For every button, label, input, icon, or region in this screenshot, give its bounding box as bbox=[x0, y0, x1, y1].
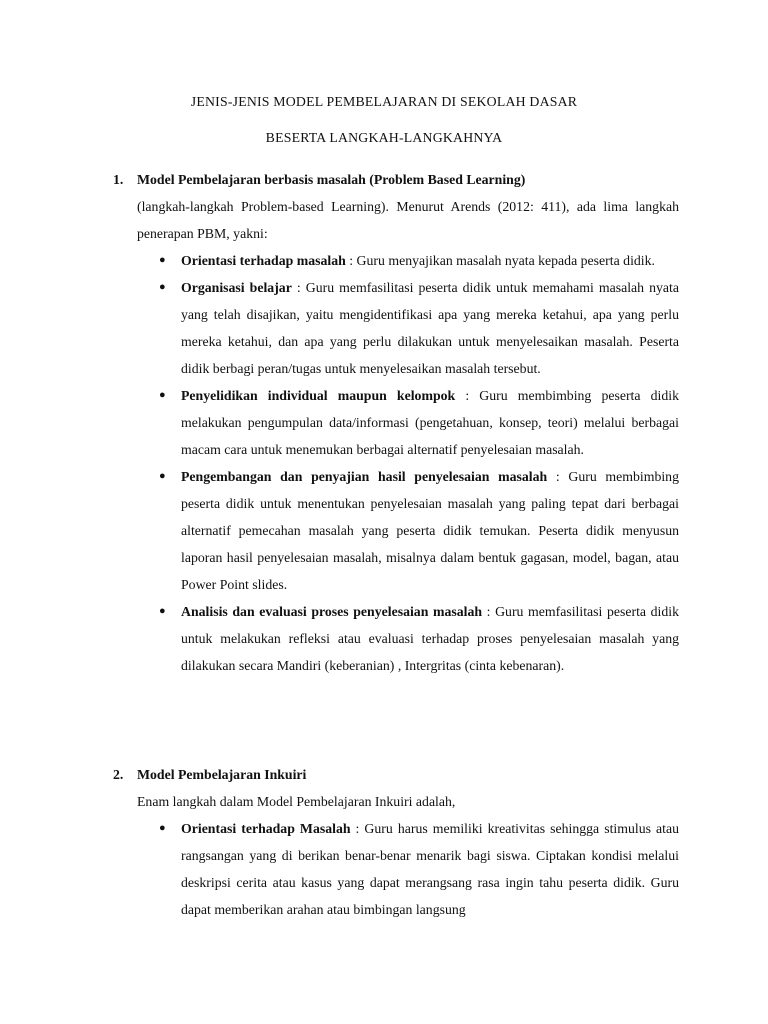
document-title: JENIS-JENIS MODEL PEMBELAJARAN DI SEKOLAH DASAR bbox=[190, 94, 578, 109]
section-intro: Enam langkah dalam Model Pembelajaran Inkuiri adalah, bbox=[137, 794, 456, 809]
section-number: 2. bbox=[113, 767, 124, 782]
section-heading bbox=[113, 761, 679, 788]
step-term: Orientasi terhadap masalah bbox=[181, 253, 346, 268]
step-term: Pengembangan dan penyajian hasil penyelesaian masalah bbox=[181, 469, 548, 484]
step-text: : Guru menyajikan masalah nyata kepada peserta didik. bbox=[345, 253, 655, 268]
step-list bbox=[113, 815, 679, 923]
step-term: Penyelidikan individual maupun kelompok bbox=[181, 388, 456, 403]
section-heading-text: Model Pembelajaran Inkuiri bbox=[137, 767, 307, 782]
step-term: Orientasi terhadap Masalah bbox=[181, 821, 351, 836]
list-item bbox=[159, 382, 679, 463]
list-item bbox=[159, 598, 679, 679]
section-heading-text: Model Pembelajaran berbasis masalah (Problem Based Learning) bbox=[137, 172, 526, 187]
section-problem-based-learning bbox=[113, 166, 679, 679]
list-item bbox=[159, 247, 679, 274]
list-item bbox=[159, 463, 679, 598]
bullet-icon: ● bbox=[159, 822, 166, 834]
bullet-icon: ● bbox=[159, 281, 166, 293]
step-text: : Guru membimbing peserta didik melakukan pengumpulan data/informasi (pengetahuan, konsep, teori) melalui berbagai macam cara untuk menemukan berbagai alternatif penyelesaian masalah. bbox=[181, 388, 679, 457]
step-text: : Guru memfasilitasi peserta didik untuk melakukan refleksi atau evaluasi terhadap proses penyelesaian masalah yang dilakukan secara Mandiri (keberanian) , Intergritas (cinta kebenaran). bbox=[181, 604, 679, 673]
step-text: : Guru harus memiliki kreativitas sehingga stimulus atau rangsangan yang di berikan benar-benar menarik bagi siswa. Ciptakan kondisi melalui deskripsi cerita atau kasus yang dapat merangsang rasa ingin tahu peserta didik. Guru dapat memberikan arahan atau bimbingan langsung bbox=[181, 821, 679, 917]
list-item bbox=[159, 815, 679, 923]
section-number: 1. bbox=[113, 172, 124, 187]
step-term: Analisis dan evaluasi proses penyelesaian masalah bbox=[181, 604, 483, 619]
bullet-icon: ● bbox=[159, 605, 166, 617]
step-text: : Guru membimbing peserta didik untuk menentukan penyelesaian masalah yang paling tepat dari berbagai alternatif pemecahan masalah yang peserta didik temukan. Peserta didik menyusun laporan hasil penyelesaian masalah, misalnya dalam bentuk gagasan, model, bagan, atau Power Point slides. bbox=[181, 469, 679, 592]
section-heading bbox=[113, 166, 679, 193]
section-inquiry-learning bbox=[113, 761, 679, 923]
bullet-icon: ● bbox=[159, 389, 166, 401]
step-list bbox=[113, 247, 679, 679]
list-item bbox=[159, 274, 679, 382]
step-text: : Guru memfasilitasi peserta didik untuk memahami masalah nyata yang telah disajikan, yaitu mengidentifikasi apa yang mereka ketahui, apa yang perlu mereka ketahui, dan apa yang perlu dilakukan untuk menyelesaikan masalah. Peserta didik berbagi peran/tugas untuk menyelesaikan masalah tersebut. bbox=[181, 280, 679, 376]
bullet-icon: ● bbox=[159, 470, 166, 482]
section-intro: (langkah-langkah Problem-based Learning). Menurut Arends (2012: 411), ada lima langkah penerapan PBM, yakni: bbox=[137, 199, 679, 241]
document-subtitle: BESERTA LANGKAH-LANGKAHNYA bbox=[265, 130, 503, 145]
step-term: Organisasi belajar bbox=[181, 280, 292, 295]
bullet-icon: ● bbox=[159, 254, 166, 266]
